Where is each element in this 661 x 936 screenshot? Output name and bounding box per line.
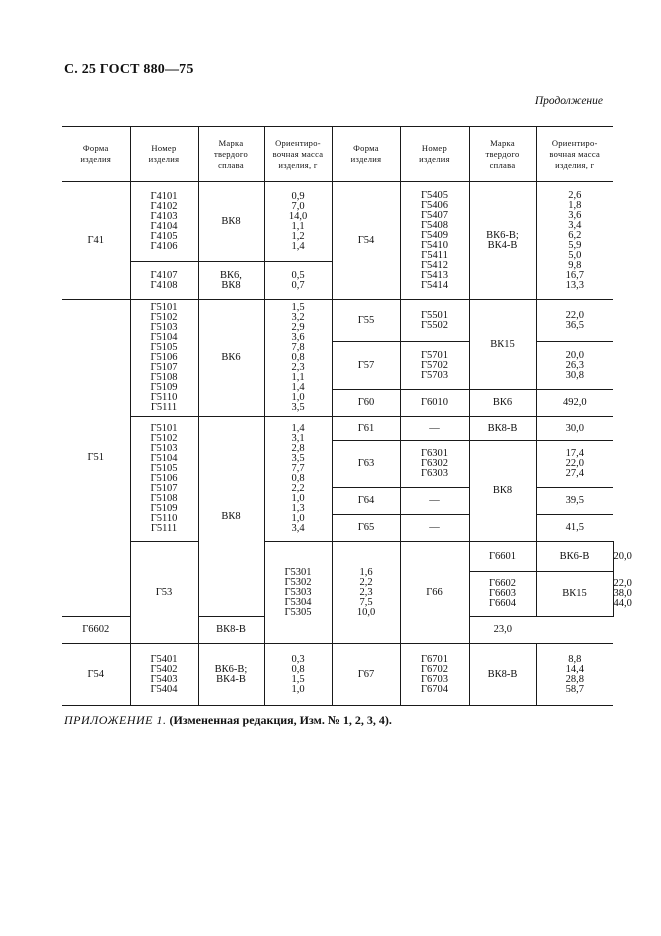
cell-line: Г4101 [150, 190, 178, 202]
cell-line: 27,4 [565, 468, 584, 479]
cell-line: ВК6-В; [486, 229, 519, 241]
cell-line: 7,0 [291, 200, 305, 212]
cell-line: Г5305 [284, 606, 312, 618]
grade-cell: ВК8-В [469, 644, 536, 706]
form-cell: Г53 [130, 542, 198, 644]
cell-line: Г4106 [150, 240, 178, 252]
cell-line: 3,6 [568, 209, 582, 221]
cell-line: 36,5 [565, 319, 584, 331]
form-cell: Г67 [332, 644, 400, 706]
cell-line: Г4102 [150, 200, 178, 212]
cell-line: Г5409 [420, 229, 449, 241]
number-cell: Г6602 [62, 617, 130, 644]
cell-line: Г5402 [150, 663, 178, 675]
cell-line: Г6301 [420, 448, 449, 459]
mass-cell [536, 182, 613, 300]
cell-line: 26,3 [565, 359, 584, 371]
grade-cell: ВК8 [198, 182, 264, 262]
cell-line: Г5302 [284, 576, 312, 588]
number-cell [469, 572, 536, 617]
number-cell: — [400, 417, 469, 441]
cell-line: 1,1 [291, 372, 305, 383]
cell-line: 2,3 [291, 362, 305, 373]
cell-line: Г5412 [420, 259, 449, 271]
cell-line: 1,0 [291, 493, 305, 504]
cell-line: 1,4 [291, 382, 305, 393]
cell-line: Г5110 [150, 513, 178, 524]
form-cell: Г51 [62, 300, 130, 617]
mass-cell [264, 300, 332, 417]
cell-line: Г5408 [420, 219, 449, 231]
cell-line: Г5102 [150, 312, 178, 323]
cell-line: Г6303 [420, 468, 449, 479]
cell-line: Г4105 [150, 230, 178, 242]
cell-line: Г6703 [420, 673, 449, 685]
cell-line: Г5407 [420, 209, 449, 221]
table-row [62, 644, 613, 706]
cell-line: 5,9 [568, 239, 582, 251]
cell-line: 0,9 [291, 190, 305, 202]
col-header-number-right: Номер изделия [400, 127, 469, 182]
cell-line: 0,8 [291, 473, 305, 484]
grade-cell: ВК6 [469, 390, 536, 417]
cell-line: ВК8 [221, 279, 241, 291]
continuation-label: Продолжение [534, 95, 603, 107]
cell-line: 1,0 [291, 513, 305, 524]
cell-line: 1,6 [359, 566, 373, 578]
cell-line: Г5304 [284, 596, 312, 608]
cell-line: Г5404 [150, 683, 178, 695]
mass-cell: 492,0 [536, 390, 613, 417]
mass-cell [536, 300, 613, 342]
cell-line: 2,9 [291, 322, 305, 333]
mass-cell [264, 262, 332, 300]
cell-line: Г5106 [150, 352, 178, 363]
cell-line: Г5405 [420, 189, 449, 201]
cell-line: Г5501 [420, 309, 449, 321]
form-cell: Г55 [332, 300, 400, 342]
form-cell: Г41 [62, 182, 130, 300]
cell-line: Г5101 [150, 423, 178, 434]
number-cell: Г6010 [400, 390, 469, 417]
cell-line: 0,7 [291, 279, 305, 291]
cell-line: 2,2 [291, 483, 305, 494]
number-cell [130, 644, 198, 706]
grade-cell: ВК15 [469, 300, 536, 390]
cell-line: ВК4-В [216, 673, 246, 685]
grade-cell [198, 644, 264, 706]
table-row [62, 417, 613, 441]
cell-line: Г4108 [150, 279, 178, 291]
grade-cell: ВК6-В [536, 542, 613, 572]
cell-line: 2,3 [359, 586, 373, 598]
form-cell: Г65 [332, 515, 400, 542]
number-cell: — [400, 488, 469, 515]
number-cell: — [400, 515, 469, 542]
cell-line: Г5414 [420, 279, 449, 291]
table-row: Г6602 Г6603 Г6604 ВК15 22,0 38,0 44,0 [62, 572, 613, 617]
cell-line: 1,0 [291, 392, 305, 403]
cell-line: Г5107 [150, 362, 178, 373]
cell-line: Г4103 [150, 210, 178, 222]
col-header-grade: Марка твердого сплава [198, 127, 264, 182]
cell-line: ВК6-В; [214, 663, 248, 675]
cell-line: Г4107 [150, 269, 178, 281]
cell-line: Г5101 [150, 302, 178, 313]
cell-line: 1,5 [291, 302, 305, 313]
mass-cell [536, 342, 613, 390]
cell-line: 0,3 [291, 653, 305, 665]
cell-line: Г5303 [284, 586, 312, 598]
cell-line: 10,0 [356, 606, 376, 618]
cell-line: Г5410 [420, 239, 449, 251]
form-cell: Г66 [400, 542, 469, 644]
cell-line: Г5102 [150, 433, 178, 444]
cell-line: Г4104 [150, 220, 178, 232]
cell-line: Г5403 [150, 673, 178, 685]
cell-line: 7,7 [291, 463, 305, 474]
cell-line: 22,0 [565, 309, 584, 321]
cell-line: 5,0 [568, 249, 582, 261]
number-cell [130, 262, 198, 300]
cell-line: 17,4 [565, 448, 584, 459]
cell-line: 30,8 [565, 369, 584, 381]
cell-line: 2,2 [359, 576, 373, 588]
cell-line: Г5406 [420, 199, 449, 211]
grade-cell: ВК8 [198, 417, 264, 617]
mass-cell [264, 644, 332, 706]
cell-line: 3,6 [291, 332, 305, 343]
number-cell [400, 644, 469, 706]
cell-line: 14,0 [288, 210, 308, 222]
col-header-form: Форма изделия [62, 127, 130, 182]
cell-line: Г5703 [420, 369, 449, 381]
mass-cell [264, 417, 332, 542]
cell-line: 3,2 [291, 312, 305, 323]
cell-line: Г5109 [150, 503, 178, 514]
footnote-text: (Измененная редакция, Изм. № 1, 2, 3, 4). [169, 713, 392, 727]
form-cell: Г61 [332, 417, 400, 441]
col-header-mass-right: Ориентиро- вочная масса изделия, г [536, 127, 613, 182]
cell-line: 6,2 [568, 229, 582, 241]
number-cell [400, 300, 469, 342]
cell-line: 1,8 [568, 199, 582, 211]
cell-line: Г5104 [150, 453, 178, 464]
footnote [64, 713, 392, 728]
form-cell: Г57 [332, 342, 400, 390]
form-cell: Г54 [62, 644, 130, 706]
mass-cell [264, 182, 332, 262]
cell-line: 14,4 [565, 663, 584, 675]
cell-line: Г5108 [150, 493, 178, 504]
cell-line: Г5103 [150, 322, 178, 333]
cell-line: Г6702 [420, 663, 449, 675]
cell-line: Г5702 [420, 359, 449, 371]
page-header: С. 25 ГОСТ 880—75 [64, 62, 194, 77]
col-header-form-right: Форма изделия [332, 127, 400, 182]
mass-cell [536, 644, 613, 706]
mass-cell: 41,5 [536, 515, 613, 542]
cell-line: Г6701 [420, 653, 449, 665]
footnote-label: ПРИЛОЖЕНИЕ 1. [64, 713, 167, 727]
cell-line: 2,8 [291, 443, 305, 454]
cell-line: 3,5 [291, 402, 305, 413]
cell-line: 22,0 [565, 458, 584, 469]
cell-line: Г6602 [488, 578, 517, 589]
cell-line: Г5301 [284, 566, 312, 578]
table-row: Г53 Г5301 Г5302 Г5303 Г5304 Г5305 1,6 2,2 2,3 7,5 10,0 Г66 Г6601 ВК6-В 20,0 [62, 542, 613, 572]
cell-line: Г6604 [488, 598, 517, 609]
grade-cell: ВК15 [536, 572, 613, 617]
cell-line: Г5103 [150, 443, 178, 454]
cell-line: 0,5 [291, 269, 305, 281]
cell-line: 1,2 [291, 230, 305, 242]
cell-line: Г5413 [420, 269, 449, 281]
cell-line: Г5105 [150, 463, 178, 474]
cell-line: 3,1 [291, 433, 305, 444]
specification-table [62, 126, 632, 706]
cell-line: Г5108 [150, 372, 178, 383]
table-header-row [62, 127, 613, 182]
mass-cell [332, 542, 400, 644]
cell-line: ВК4-В [487, 239, 518, 251]
cell-line: Г5401 [150, 653, 178, 665]
cell-line: ВК6, [220, 269, 242, 281]
cell-line: Г5109 [150, 382, 178, 393]
number-cell [264, 542, 332, 644]
number-cell: Г6601 [469, 542, 536, 572]
cell-line: 20,0 [565, 349, 584, 361]
cell-line: 1,1 [291, 220, 305, 232]
form-cell: Г64 [332, 488, 400, 515]
cell-line: 1,5 [291, 673, 305, 685]
cell-line: Г5106 [150, 473, 178, 484]
grade-cell: ВК6 [198, 300, 264, 417]
mass-cell: 39,5 [536, 488, 613, 515]
grade-cell [469, 182, 536, 300]
cell-line: Г5502 [420, 319, 449, 331]
cell-line: 1,4 [291, 423, 305, 434]
cell-line: 58,7 [565, 683, 584, 695]
mass-cell [536, 441, 613, 488]
cell-line: Г5111 [150, 523, 178, 534]
cell-line: 28,8 [565, 673, 584, 685]
cell-line: 3,5 [291, 453, 305, 464]
cell-line: Г5701 [420, 349, 449, 361]
cell-line: 8,8 [568, 653, 582, 665]
grade-cell: ВК8-В [469, 417, 536, 441]
cell-line: 0,8 [291, 352, 305, 363]
cell-line: Г5107 [150, 483, 178, 494]
cell-line: 3,4 [568, 219, 582, 231]
form-cell: Г60 [332, 390, 400, 417]
cell-line: Г5104 [150, 332, 178, 343]
cell-line: 1,3 [291, 503, 305, 514]
form-cell: Г54 [332, 182, 400, 300]
number-cell [400, 441, 469, 488]
cell-line: Г6704 [420, 683, 449, 695]
mass-cell: 30,0 [536, 417, 613, 441]
cell-line: 9,8 [568, 259, 582, 271]
cell-line: Г5105 [150, 342, 178, 353]
col-header-number: Номер изделия [130, 127, 198, 182]
col-header-grade-right: Марка твердого сплава [469, 127, 536, 182]
cell-line: Г6302 [420, 458, 449, 469]
number-cell [130, 417, 198, 542]
cell-line: 16,7 [565, 269, 584, 281]
cell-line: 3,4 [291, 523, 305, 534]
grade-cell: ВК8 [469, 441, 536, 542]
cell-line: 13,3 [565, 279, 584, 291]
cell-line: Г5111 [150, 402, 178, 413]
cell-line: Г5411 [421, 249, 448, 261]
grade-cell [198, 262, 264, 300]
table-row [62, 182, 613, 262]
mass-cell: 23,0 [469, 617, 536, 644]
col-header-mass: Ориентиро- вочная масса изделия, г [264, 127, 332, 182]
cell-line: 0,8 [291, 663, 305, 675]
number-cell [400, 182, 469, 300]
cell-line: 1,4 [291, 240, 305, 252]
number-cell [130, 300, 198, 417]
grade-cell: ВК8-В [198, 617, 264, 644]
cell-line: Г6603 [488, 588, 517, 599]
cell-line: 7,8 [291, 342, 305, 353]
form-cell: Г63 [332, 441, 400, 488]
cell-line: Г5110 [150, 392, 178, 403]
cell-line: 1,0 [291, 683, 305, 695]
table-row [62, 300, 613, 342]
number-cell [400, 342, 469, 390]
number-cell [130, 182, 198, 262]
cell-line: 2,6 [568, 189, 582, 201]
cell-line: 7,5 [359, 596, 373, 608]
